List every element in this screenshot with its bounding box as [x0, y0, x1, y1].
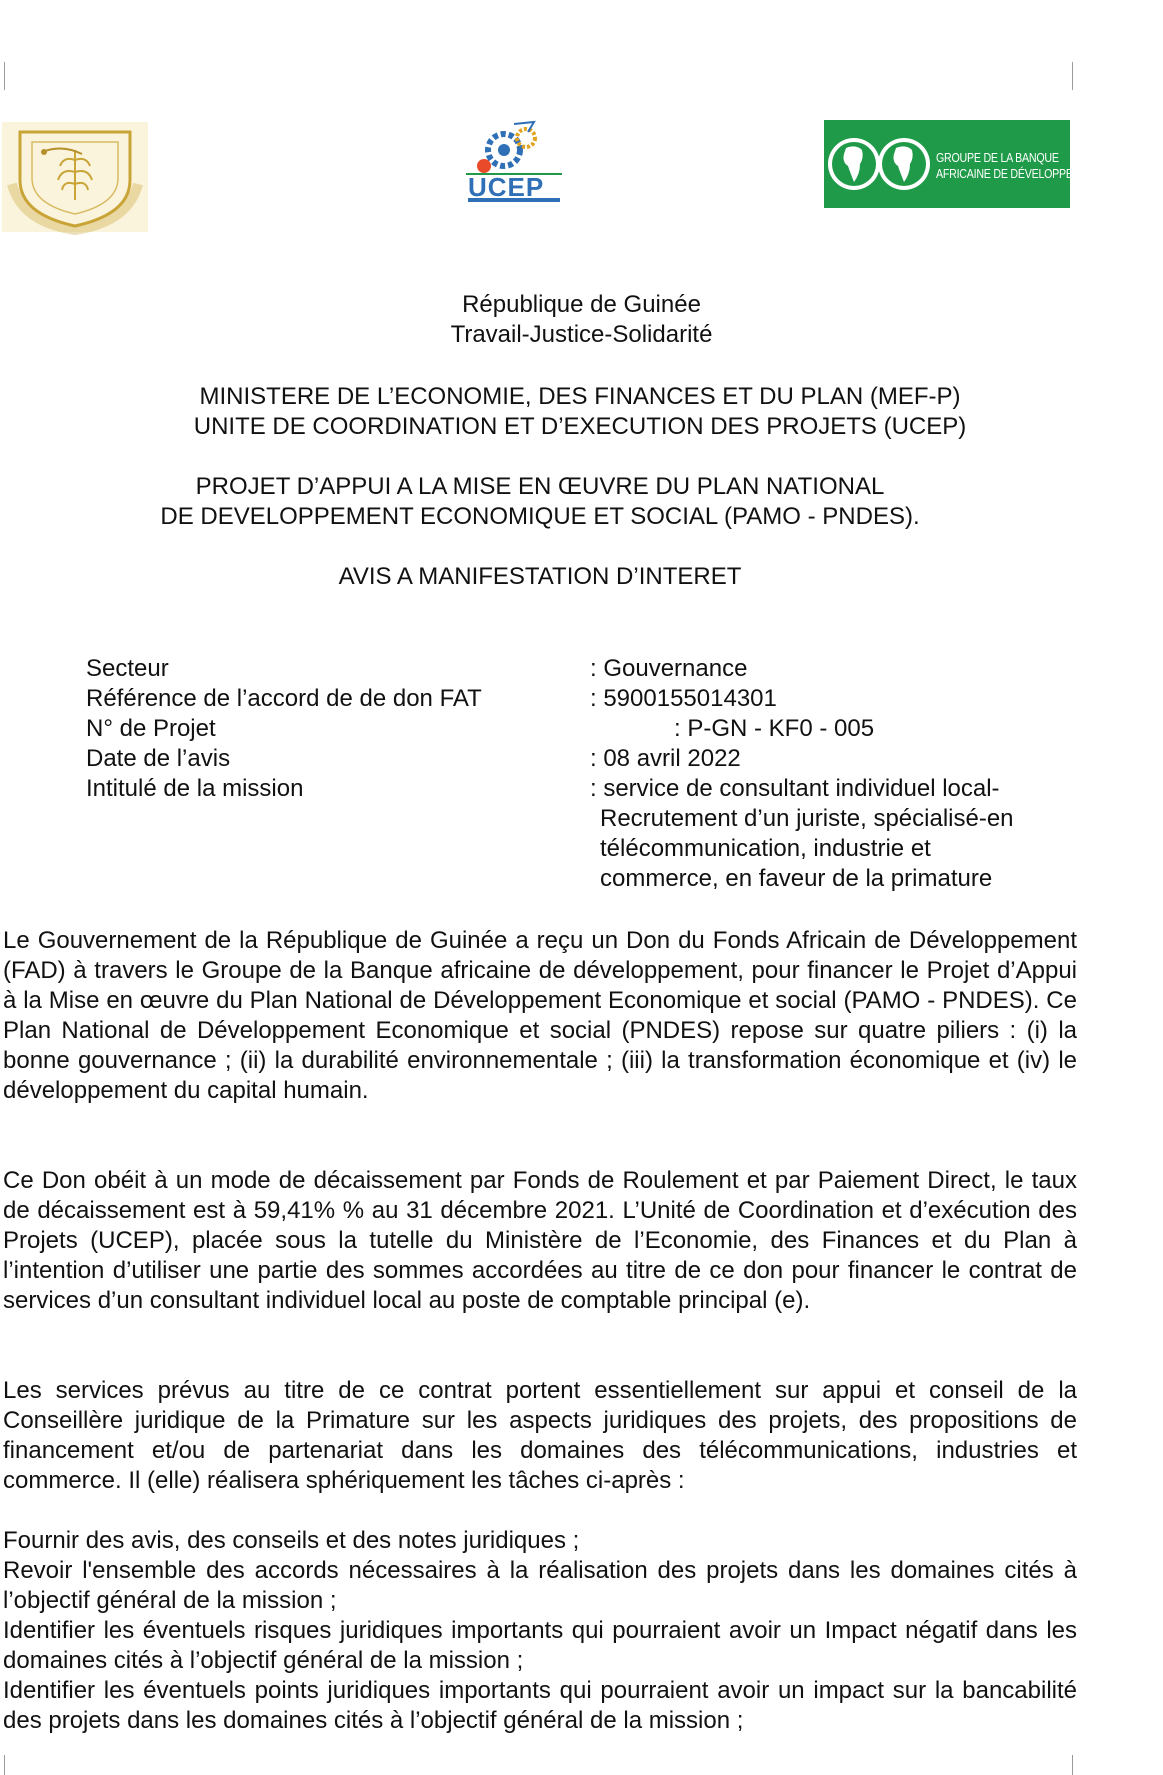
- republic-name: République de Guinée: [462, 291, 701, 318]
- mission-title-continuation: [86, 804, 1076, 894]
- info-label: Référence de l’accord de de don FAT: [86, 685, 482, 712]
- paragraph-funding: [3, 926, 1077, 1106]
- info-value: : 5900155014301: [590, 685, 777, 712]
- info-row-grant-reference: [86, 684, 1076, 714]
- notice-title-text: AVIS A MANIFESTATION D’INTERET: [338, 563, 742, 590]
- project-title-line2: DE DEVELOPPEMENT ECONOMIQUE ET SOCIAL (PAMO - PNDES).: [160, 503, 920, 530]
- notice-title: [0, 562, 1080, 592]
- info-label: Intitulé de la mission: [86, 775, 304, 802]
- ucep-logo-text: UCEP: [468, 172, 545, 202]
- info-row-mission-title: [86, 774, 1076, 804]
- task-item: Identifier les éventuels points juridiques importants qui pourraient avoir un impact sur la bancabilité des projets dans les domaines cités à l’objectif général de la mission ;: [3, 1677, 1077, 1734]
- task-item: Revoir l'ensemble des accords nécessaires à la réalisation des projets dans les domaines cités à l’objectif général de la mission ;: [3, 1557, 1077, 1614]
- corner-mark-top-right: [1072, 62, 1073, 90]
- task-list: [3, 1526, 1077, 1736]
- info-row-notice-date: [86, 744, 1076, 774]
- mission-title-line: télécommunication, industrie et: [600, 835, 931, 862]
- afdb-group-logo: [824, 120, 1102, 208]
- project-header: [0, 472, 1080, 532]
- info-label: N° de Projet: [86, 715, 216, 742]
- ministry-name: MINISTERE DE L’ECONOMIE, DES FINANCES ET DU PLAN (MEF-P): [199, 383, 961, 410]
- unit-name: UNITE DE COORDINATION ET D’EXECUTION DES PROJETS (UCEP): [193, 413, 967, 440]
- info-value: : 08 avril 2022: [590, 745, 741, 772]
- afdb-logo-text-line: GROUPE DE LA BANQUE: [936, 150, 1059, 165]
- national-motto: Travail-Justice-Solidarité: [450, 321, 713, 348]
- paragraph-text: Les services prévus au titre de ce contrat portent essentiellement sur appui et conseil de la Conseillère juridique de la Primature sur les aspects juridiques des projets, des propositions de financement et/ou de partenariat dans les domaines des télécommunications, industries et commerce. Il (elle) réalisera sphériquement les tâches ci-après :: [3, 1377, 1077, 1494]
- guinea-coat-of-arms-logo: [2, 122, 148, 232]
- corner-mark-top-left: [4, 62, 5, 90]
- ucep-logo: [458, 120, 570, 208]
- paragraph-disbursement: [3, 1166, 1077, 1316]
- paragraph-text: Le Gouvernement de la République de Guinée a reçu un Don du Fonds Africain de Développement (FAD) à travers le Groupe de la Banque africaine de développement, pour financer le Projet d’Appui à la Mise en œuvre du Plan National de Développement Economique et social (PAMO - PNDES). Ce Plan National de Développement Economique et social (PNDES) repose sur quatre piliers : (i) la bonne gouvernance ; (ii) la durabilité environnementale ; (iii) la transformation économique et (iv) le développement du capital humain.: [3, 927, 1077, 1104]
- project-title-line1: PROJET D’APPUI A LA MISE EN ŒUVRE DU PLAN NATIONAL: [195, 473, 885, 500]
- afdb-logo-text-line: AFRICAINE DE DÉVELOPPEMENT: [936, 166, 1102, 181]
- mission-title-line: commerce, en faveur de la primature: [600, 865, 993, 892]
- corner-mark-bottom-left: [4, 1755, 5, 1775]
- info-label: Date de l’avis: [86, 745, 231, 772]
- mission-title-line: Recrutement d’un juriste, spécialisé-en: [600, 805, 1014, 832]
- notice-info-table: [86, 654, 1076, 894]
- afdb-logo-text: [936, 150, 1102, 182]
- info-value: : service de consultant individuel local-: [590, 775, 1000, 802]
- ministry-header: [0, 382, 1160, 442]
- info-row-sector: [86, 654, 1076, 684]
- corner-mark-bottom-right: [1072, 1755, 1073, 1775]
- task-item: Identifier les éventuels risques juridiques importants qui pourraient avoir un Impact négatif dans les domaines cités à l’objectif général de la mission ;: [3, 1617, 1077, 1674]
- info-label: Secteur: [86, 655, 169, 682]
- info-value: : Gouvernance: [590, 655, 748, 682]
- paragraph-services: [3, 1376, 1077, 1496]
- republic-header: [0, 290, 1163, 350]
- info-row-project-number: [86, 714, 1076, 744]
- paragraph-text: Ce Don obéit à un mode de décaissement par Fonds de Roulement et par Paiement Direct, le taux de décaissement est à 59,41% % au 31 décembre 2021. L’Unité de Coordination et d’exécution des Projets (UCEP), placée sous la tutelle du Ministère de l’Economie, des Finances et du Plan à l’intention d’utiliser une partie des sommes accordées au titre de ce don pour financer le contrat de services d’un consultant individuel local au poste de comptable principal (e).: [3, 1167, 1077, 1314]
- info-value: : P-GN - KF0 - 005: [674, 715, 875, 742]
- task-item: Fournir des avis, des conseils et des notes juridiques ;: [3, 1527, 580, 1554]
